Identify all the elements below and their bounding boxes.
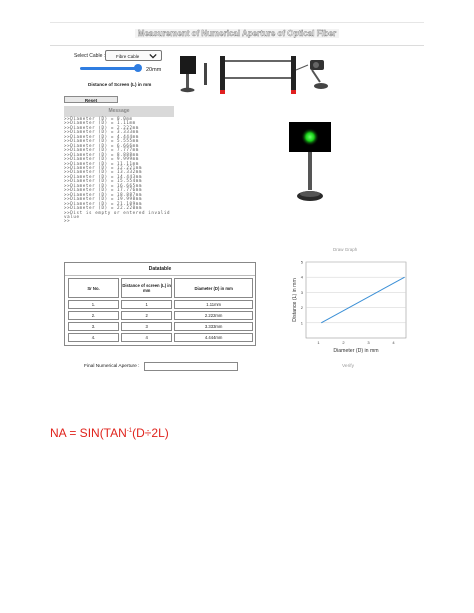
col-header-sr: Sr No. bbox=[68, 278, 119, 298]
cell-sr: 1. bbox=[68, 300, 119, 309]
select-cable-label: Select Cable : bbox=[74, 53, 106, 59]
datatable-title: Datatable bbox=[65, 263, 255, 276]
message-line: >>Diameter (D) = 6.666mm bbox=[64, 142, 139, 148]
cell-distance: 3 bbox=[121, 322, 172, 331]
formula-suffix: (D÷2L) bbox=[132, 426, 169, 440]
final-na-input[interactable] bbox=[144, 362, 238, 371]
message-header: Message bbox=[64, 106, 174, 117]
message-line: >>Diameter (D) = 19.998mm bbox=[64, 196, 143, 202]
verify-button[interactable]: Verify bbox=[342, 364, 354, 369]
slider-value: 20mm bbox=[146, 67, 162, 73]
datatable-grid bbox=[66, 276, 255, 344]
cable-select-value: Fibre Cable bbox=[116, 54, 140, 59]
cell-distance: 1 bbox=[121, 300, 172, 309]
col-header-distance: Distance of screen (L) in mm bbox=[121, 278, 172, 298]
y-tick-label: 1 bbox=[300, 320, 303, 326]
message-line: >>Diameter (D) = 17.776mm bbox=[64, 187, 143, 193]
cell-sr: 2. bbox=[68, 311, 119, 320]
message-line: >>Diameter (D) = 9.999mm bbox=[64, 156, 139, 162]
message-line: >>Diameter (D) = 13.332mm bbox=[64, 169, 143, 175]
message-line: value bbox=[64, 213, 80, 219]
y-tick-label: 4 bbox=[300, 274, 303, 280]
cell-diameter: 4.444mm bbox=[174, 333, 253, 342]
message-line: >>Diameter (D) = 4.444mm bbox=[64, 133, 139, 139]
page-title-bar bbox=[50, 22, 424, 46]
y-tick-label: 3 bbox=[300, 289, 303, 295]
message-line: >>Diameter (D) = 0.0mm bbox=[64, 116, 133, 121]
na-formula bbox=[50, 426, 169, 440]
message-line: >>Diameter (D) = 12.221mm bbox=[64, 164, 143, 170]
message-line: >>Diameter (D) = 3.333mm bbox=[64, 129, 139, 135]
distance-slider-thumb[interactable] bbox=[134, 64, 142, 72]
page-title: Measurement of Numerical Aperture of Optical Fiber bbox=[135, 29, 339, 38]
y-tick-label: 2 bbox=[300, 305, 303, 311]
cell-diameter: 1.11mm bbox=[174, 300, 253, 309]
table-row bbox=[68, 311, 253, 320]
plot-area bbox=[306, 262, 406, 338]
cell-sr: 4. bbox=[68, 333, 119, 342]
graph-title: Draw Graph bbox=[333, 247, 358, 252]
message-line: >>Diameter (D) = 11.11mm bbox=[64, 160, 139, 166]
screen-spot-illustration bbox=[286, 118, 336, 210]
formula-sup: -1 bbox=[126, 428, 133, 434]
final-na-label: Final Numerical Aperture : bbox=[84, 364, 140, 369]
x-tick-label: 2 bbox=[342, 340, 345, 345]
cell-diameter: 2.222mm bbox=[174, 311, 253, 320]
distance-label: Distance of Screen (L) in mm bbox=[88, 82, 152, 87]
message-line: >>Dist is empty or entered invalid bbox=[64, 209, 171, 215]
message-line: >>Diameter (D) = 22.220mm bbox=[64, 205, 143, 211]
cable-select[interactable] bbox=[105, 50, 162, 61]
message-line: >>Diameter (D) = 2.222mm bbox=[64, 124, 139, 130]
message-line: >>Diameter (D) = 7.777mm bbox=[64, 147, 139, 153]
y-axis-label: Distance (L) in mm bbox=[292, 278, 298, 322]
cell-sr: 3. bbox=[68, 322, 119, 331]
x-tick-label: 1 bbox=[317, 340, 320, 345]
x-axis-label: Diameter (D) in mm bbox=[333, 348, 379, 354]
message-line: >>Diameter (D) = 16.665mm bbox=[64, 182, 143, 188]
message-line: >>Diameter (D) = 1.11mm bbox=[64, 120, 136, 126]
message-line: >>Diameter (D) = 18.887mm bbox=[64, 191, 143, 197]
message-log bbox=[64, 116, 174, 224]
cell-distance: 4 bbox=[121, 333, 172, 342]
datatable bbox=[64, 262, 256, 346]
message-line: >>Diameter (D) = 21.109mm bbox=[64, 200, 143, 206]
cell-diameter: 3.333mm bbox=[174, 322, 253, 331]
x-tick-label: 3 bbox=[367, 340, 370, 345]
chevron-down-icon bbox=[149, 52, 157, 60]
table-row bbox=[68, 333, 253, 342]
distance-slider-track[interactable] bbox=[80, 67, 136, 70]
message-line: >>Diameter (D) = 5.555mm bbox=[64, 138, 139, 144]
message-line: >>Diameter (D) = 8.888mm bbox=[64, 151, 139, 157]
col-header-diameter: Diameter (D) in mm bbox=[174, 278, 253, 298]
reset-button[interactable]: Reset bbox=[64, 96, 118, 103]
message-line: >> bbox=[64, 218, 71, 224]
y-tick-label: 5 bbox=[300, 259, 303, 265]
formula-prefix: NA = SIN(TAN bbox=[50, 426, 127, 440]
na-graph bbox=[288, 256, 416, 358]
message-line: >>Diameter (D) = 14.443mm bbox=[64, 173, 143, 179]
message-line: >>Diameter (D) = 15.554mm bbox=[64, 178, 143, 184]
apparatus-illustration bbox=[174, 48, 334, 100]
table-row bbox=[68, 322, 253, 331]
cell-distance: 2 bbox=[121, 311, 172, 320]
table-row bbox=[68, 300, 253, 309]
x-tick-label: 4 bbox=[392, 340, 395, 345]
